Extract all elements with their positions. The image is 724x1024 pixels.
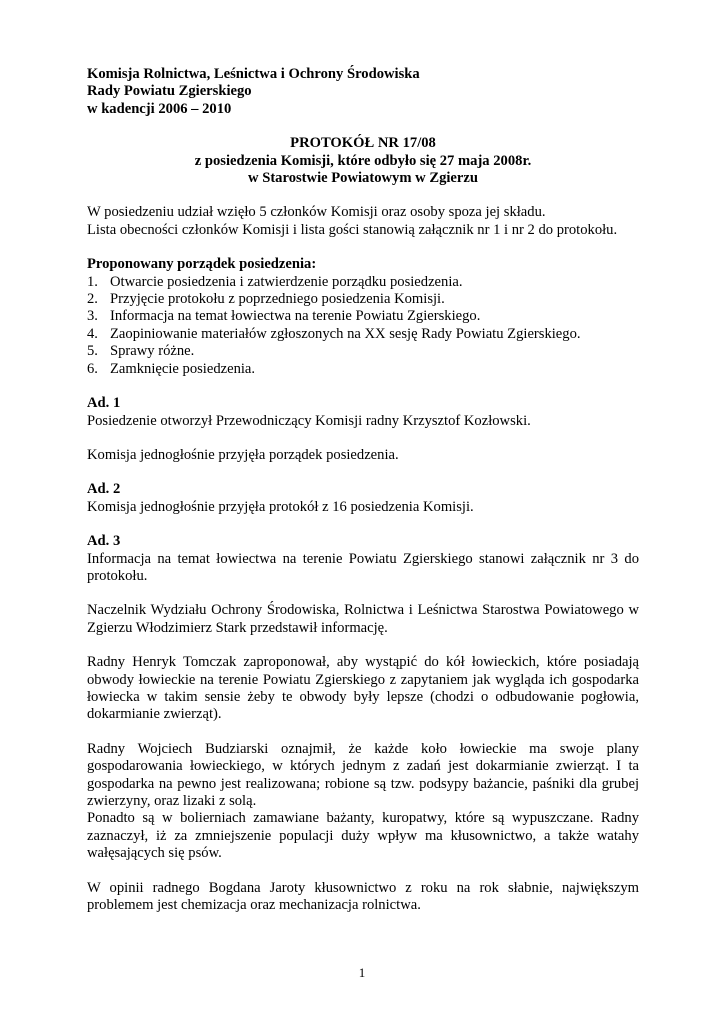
header-line-1: Komisja Rolnictwa, Leśnictwa i Ochrony Środowiska [87, 66, 420, 82]
item-number: 1. [87, 273, 98, 290]
ad3-paragraph-4: Radny Wojciech Budziarski oznajmił, że każde koło łowieckie ma swoje plany gospodarowania łowieckiego, w których jednym z zadań jest dokarmianie zwierząt. I ta gospodarka na pewno jest realizowana; robione są tzw. podsypy bażancie, paśniki dla grubej zwierzyny, oraz lizaki z solą. [87, 740, 639, 809]
item-text: Zamknięcie posiedzenia. [110, 360, 256, 377]
agenda-heading: Proponowany porządek posiedzenia: [87, 256, 317, 273]
ad3-paragraph-6: W opinii radnego Bogdana Jaroty kłusownictwo z roku na rok słabnie, największym problemem jest chemizacja oraz mechanizacja rolnictwa. [87, 879, 639, 914]
intro [87, 204, 639, 239]
ad2-heading: Ad. 2 [87, 481, 121, 498]
item-number: 3. [87, 308, 98, 325]
agenda [87, 256, 639, 378]
section-ad-3 [87, 533, 639, 914]
item-text: Informacja na temat łowiectwa na terenie Powiatu Zgierskiego. [110, 308, 481, 325]
ad1-heading: Ad. 1 [87, 395, 121, 412]
header-line-3: w kadencji 2006 – 2010 [87, 100, 232, 117]
ad1-paragraph-1: Posiedzenie otworzył Przewodniczący Komisji radny Krzysztof Kozłowski. [87, 412, 531, 429]
list-item [87, 326, 639, 343]
intro-line-2: Lista obecności członków Komisji i lista gości stanowią załącznik nr 1 i nr 2 do protokołu. [87, 221, 618, 238]
item-number: 2. [87, 291, 98, 308]
list-item [87, 274, 639, 291]
item-number: 4. [87, 325, 98, 342]
page-number: 1 [358, 965, 366, 980]
list-item [87, 291, 639, 308]
ad3-paragraph-5: Ponadto są w bolierniach zamawiane bażanty, kuropatwy, które są wypuszczane. Radny zaznaczył, iż za zmniejszenie populacji duży wpływ ma kłusownictwo, a także watahy wałęsających się psów. [87, 810, 639, 862]
committee-header [87, 66, 639, 118]
ad3-paragraph-1: Informacja na temat łowiectwa na terenie Powiatu Zgierskiego stanowi załącznik nr 3 do protokołu. [87, 550, 639, 584]
title-line-1: PROTOKÓŁ NR 17/08 [290, 135, 436, 152]
header-line-2: Rady Powiatu Zgierskiego [87, 83, 252, 100]
item-number: 5. [87, 343, 98, 360]
agenda-list [87, 274, 639, 378]
section-ad-1 [87, 395, 639, 464]
protocol-title [87, 135, 639, 187]
title-line-3: w Starostwie Powiatowym w Zgierzu [248, 170, 478, 187]
item-text: Zaopiniowanie materiałów zgłoszonych na XX sesję Rady Powiatu Zgierskiego. [110, 325, 581, 342]
item-text: Otwarcie posiedzenia i zatwierdzenie porządku posiedzenia. [110, 273, 463, 290]
title-line-2: z posiedzenia Komisji, które odbyło się 27 maja 2008r. [194, 152, 532, 169]
ad3-heading: Ad. 3 [87, 533, 121, 550]
ad2-paragraph-1: Komisja jednogłośnie przyjęła protokół z 16 posiedzenia Komisji. [87, 498, 474, 515]
list-item [87, 343, 639, 360]
intro-line-1: W posiedzeniu udział wzięło 5 członków Komisji oraz osoby spoza jej składu. [87, 204, 546, 221]
ad3-paragraph-2: Naczelnik Wydziału Ochrony Środowiska, Rolnictwa i Leśnictwa Starostwa Powiatowego w Zgierzu Włodzimierz Stark przedstawił informację. [87, 602, 639, 636]
list-item [87, 361, 639, 378]
ad1-paragraph-2: Komisja jednogłośnie przyjęła porządek posiedzenia. [87, 446, 399, 463]
document-page [87, 66, 639, 914]
list-item [87, 308, 639, 325]
item-number: 6. [87, 360, 98, 377]
item-text: Przyjęcie protokołu z poprzedniego posiedzenia Komisji. [110, 291, 445, 308]
item-text: Sprawy różne. [110, 343, 195, 360]
ad3-paragraph-3: Radny Henryk Tomczak zaproponował, aby wystąpić do kół łowieckich, które posiadają obwody łowieckie na terenie Powiatu Zgierskiego z zapytaniem jak wygląda ich gospodarka łowiecka w takim sensie żeby te obwody były lepsze (chodzi o odbudowanie pogłowia, dokarmianie zwierząt). [87, 654, 639, 723]
section-ad-2 [87, 481, 639, 516]
